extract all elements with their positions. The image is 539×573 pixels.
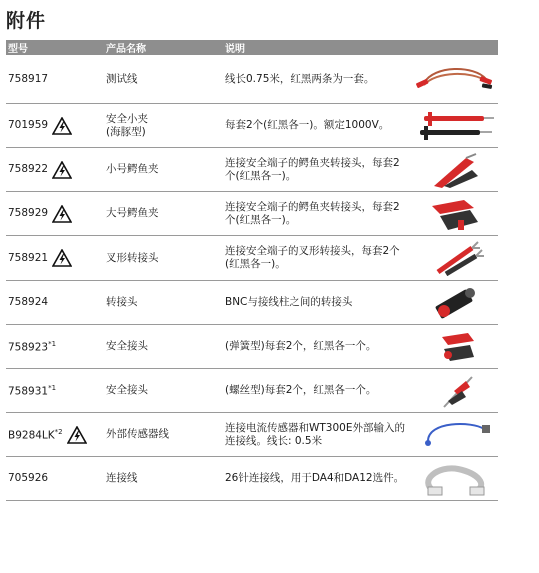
table-body: [6, 55, 498, 501]
model-text: 758921: [8, 251, 49, 264]
table-row: [6, 369, 498, 413]
product-description: 线长0.75米，红黑两条为一套。: [225, 72, 375, 85]
product-name: 连接线: [106, 472, 138, 484]
high-voltage-warning-icon: [52, 161, 72, 179]
model-number: [6, 296, 104, 309]
product-name: 安全接头: [106, 340, 148, 352]
table-row: [6, 148, 498, 192]
product-name: 叉形转接头: [106, 251, 159, 264]
fork-terminal-adapter-icon: [411, 236, 498, 280]
product-description: 连接安全端子的叉形转接头，每套2个(红黑各一)。: [225, 245, 400, 270]
model-text: 705926: [8, 472, 49, 484]
product-description: 26针连接线，用于DA4和DA12选件。: [225, 472, 405, 484]
model-text: 758923$^{*1}$: [8, 340, 57, 354]
high-voltage-warning-icon: [67, 426, 87, 444]
model-number: [6, 472, 104, 485]
large-alligator-clip-icon: [411, 192, 498, 235]
table-row: [6, 236, 498, 281]
model-text: 758922: [8, 163, 49, 175]
model-text: 758924: [8, 296, 49, 308]
model-text: B9284LK$^{*2}$: [8, 428, 63, 442]
model-number: [6, 338, 104, 355]
external-sensor-cable-icon: [411, 413, 498, 456]
product-description: 连接安全端子的鳄鱼夹转接头，每套2个(红黑各一)。: [225, 200, 400, 226]
product-name: 转接头: [106, 296, 138, 308]
product-description: (弹簧型)每套2个，红黑各一个。: [225, 340, 377, 352]
table-row: [6, 192, 498, 236]
product-name: 外部传感器线: [106, 428, 169, 440]
model-number: [6, 117, 104, 135]
spring-safety-adapter-icon: [411, 325, 498, 368]
footnote-mark: *1: [48, 340, 57, 349]
table-row: [6, 325, 498, 369]
product-description: 连接电流传感器和WT300E外部输入的连接线。线长: 0.5米: [225, 421, 405, 447]
model-number: [6, 426, 104, 444]
product-name: 小号鳄鱼夹: [106, 163, 159, 175]
product-description: 连接安全端子的鳄鱼夹转接头，每套2个(红黑各一)。: [225, 156, 400, 182]
table-row: [6, 55, 498, 104]
product-name: 大号鳄鱼夹: [106, 207, 159, 219]
model-text: 758917: [8, 72, 49, 85]
small-alligator-clip-icon: [411, 148, 498, 191]
table-row: [6, 281, 498, 325]
high-voltage-warning-icon: [52, 205, 72, 223]
model-number: [6, 205, 104, 223]
safety-mini-clip-icon: [411, 104, 498, 147]
model-number: [6, 73, 104, 86]
test-lead-pair-icon: [411, 55, 498, 103]
product-description: (螺丝型)每套2个，红黑各一个。: [225, 384, 377, 396]
model-text: 758929: [8, 207, 49, 219]
model-number: [6, 382, 104, 399]
header-model: 型号: [8, 44, 28, 55]
footnote-mark: *1: [48, 384, 57, 393]
product-name: 安全接头: [106, 384, 148, 396]
screw-safety-adapter-icon: [411, 369, 498, 412]
table-row: [6, 413, 498, 457]
table-row: [6, 104, 498, 148]
model-text: 701959: [8, 119, 49, 131]
product-name: 测试线: [106, 72, 138, 85]
product-description: 每套2个(红黑各一)。额定1000V。: [225, 119, 390, 131]
accessories-table: [6, 40, 498, 501]
header-desc: 说明: [225, 44, 245, 55]
ribbon-connection-cable-icon: [411, 457, 498, 500]
model-number: [6, 161, 104, 179]
product-description: BNC与接线柱之间的转接头: [225, 296, 353, 308]
table-header: [6, 40, 498, 55]
model-number: [6, 249, 104, 267]
footnote-mark: *2: [54, 428, 63, 437]
header-name: 产品名称: [106, 44, 146, 55]
high-voltage-warning-icon: [52, 117, 72, 135]
bnc-adapter-icon: [411, 281, 498, 324]
page-title: 附件: [6, 10, 47, 32]
table-row: [6, 457, 498, 501]
product-name: 安全小夹 (海豚型): [106, 112, 148, 138]
model-text: 758931$^{*1}$: [8, 384, 57, 398]
high-voltage-warning-icon: [52, 249, 72, 267]
